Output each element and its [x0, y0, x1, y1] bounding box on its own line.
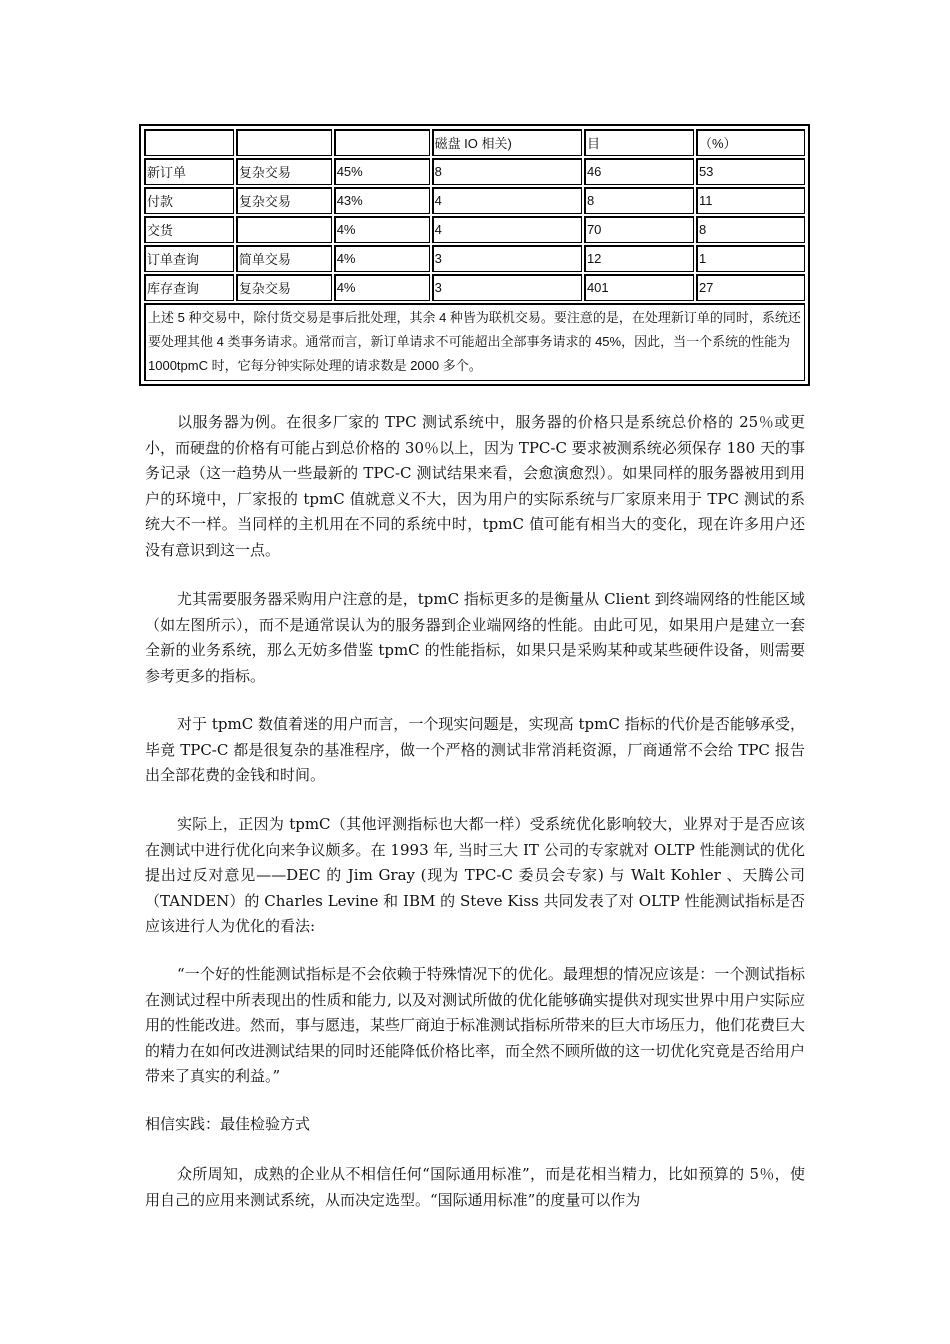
table-cell: 4 — [432, 216, 582, 243]
section-heading: 相信实践：最佳检验方式 — [145, 1115, 311, 1133]
table-cell: 401 — [584, 274, 694, 301]
table-cell: 8 — [584, 187, 694, 214]
table-row — [144, 245, 805, 272]
table-cell: 12 — [584, 245, 694, 272]
table-header-cell: 磁盘 IO 相关) — [432, 129, 582, 156]
table-cell: 复杂交易 — [236, 187, 332, 214]
table-cell: 46 — [584, 158, 694, 185]
table-cell: 复杂交易 — [236, 158, 332, 185]
table-cell — [236, 216, 332, 243]
table-header-cell: 目 — [584, 129, 694, 156]
table-cell: 70 — [584, 216, 694, 243]
table-cell: 订单查询 — [144, 245, 234, 272]
table-cell: 8 — [696, 216, 805, 243]
table-cell: 1 — [696, 245, 805, 272]
table-note: 上述 5 种交易中，除付货交易是事后批处理，其余 4 种皆为联机交易。要注意的是，在处理新订单的同时，系统还要处理其他 4 类事务请求。通常而言，新订单请求不可能超出全部事务请求的 45%，因此，当一个系统的性能为 1000tpmC 时，它每分钟实际处理的请求数是 2000 多个。 — [144, 303, 805, 381]
table-cell: 复杂交易 — [236, 274, 332, 301]
paragraph-optimization-debate: 实际上，正因为 tpmC（其他评测指标也大都一样）受系统优化影响较大，业界对于是否应该在测试中进行优化向来争议颇多。在 1993 年, 当时三大 IT 公司的专家就对 OLTP 性能测试的优化提出过反对意见——DEC 的 Jim Gray (现为 TPC-C 委员会专家) 与 Walt Kohler 、天腾公司（TANDEN）的 Charles Levine 和 IBM 的 Steve Kiss 共同发表了对 OLTP 性能测试指标是否应该进行人为优化的看法: — [145, 815, 805, 935]
table-row — [144, 187, 805, 214]
table-cell: 4% — [334, 216, 430, 243]
paragraph-tpmc-scope: 尤其需要服务器采购用户注意的是，tpmC 指标更多的是衡量从 Client 到终端网络的性能区域（如左图所示），而不是通常误认为的服务器到企业端网络的性能。由此可见，如果用户是建立一套全新的业务系统，那么无妨多借鉴 tpmC 的性能指标，如果只是采购某种或某些硬件设备，则需要参考更多的指标。 — [145, 590, 805, 685]
table-header-cell: （%） — [696, 129, 805, 156]
paragraph-server-example: 以服务器为例。在很多厂家的 TPC 测试系统中，服务器的价格只是系统总价格的 25％或更小，而硬盘的价格有可能占到总价格的 30％以上，因为 TPC-C 要求被测系统必须保存 180 天的事务记录（这一趋势从一些最新的 TPC-C 测试结果来看，会愈演愈烈）。如果同样的服务器被用到用户的环境中，厂家报的 tpmC 值就意义不大，因为用户的实际系统与厂家原来用于 TPC 测试的系统大不一样。当同样的主机用在不同的系统中时，tpmC 值可能有相当大的变化，现在许多用户还没有意识到这一点。 — [145, 413, 805, 559]
table-cell: 4 — [432, 187, 582, 214]
table-cell: 简单交易 — [236, 245, 332, 272]
table-row — [144, 216, 805, 243]
table-cell: 付款 — [144, 187, 234, 214]
table-cell: 43% — [334, 187, 430, 214]
paragraph-practice: 众所周知，成熟的企业从不相信任何“国际通用标准”，而是花相当精力，比如预算的 5％，使用自己的应用来测试系统，从而决定选型。“国际通用标准”的度量可以作为 — [145, 1165, 805, 1209]
table-cell: 8 — [432, 158, 582, 185]
table-header-row — [144, 129, 805, 156]
table-cell: 53 — [696, 158, 805, 185]
table-cell: 交货 — [144, 216, 234, 243]
table-cell: 3 — [432, 245, 582, 272]
table-cell: 库存查询 — [144, 274, 234, 301]
table-header-cell — [144, 129, 234, 156]
table-cell: 45% — [334, 158, 430, 185]
table-cell: 4% — [334, 274, 430, 301]
table-cell: 新订单 — [144, 158, 234, 185]
table-cell: 27 — [696, 274, 805, 301]
table-row — [144, 158, 805, 185]
paragraph-tpmc-cost: 对于 tpmC 数值着迷的用户而言，一个现实问题是，实现高 tpmC 指标的代价是否能够承受，毕竟 TPC-C 都是很复杂的基准程序，做一个严格的测试非常消耗资源，厂商通常不会给 TPC 报告出全部花费的金钱和时间。 — [145, 715, 805, 784]
table-row — [144, 274, 805, 301]
table-cell: 11 — [696, 187, 805, 214]
paragraph-quote: “一个好的性能测试指标是不会依赖于特殊情况下的优化。最理想的情况应该是：一个测试指标在测试过程中所表现出的性质和能力, 以及对测试所做的优化能够确实提供对现实世界中用户实际应用的性能改进。然而，事与愿违，某些厂商迫于标准测试指标所带来的巨大市场压力，他们花费巨大的精力在如何改进测试结果的同时还能降低价格比率，而全然不顾所做的这一切优化究竟是否给用户带来了真实的利益。” — [145, 965, 806, 1085]
transaction-table — [139, 124, 810, 386]
table-header-cell — [334, 129, 430, 156]
table-note-row — [144, 303, 805, 381]
table-cell: 3 — [432, 274, 582, 301]
table-header-cell — [236, 129, 332, 156]
table-cell: 4% — [334, 245, 430, 272]
